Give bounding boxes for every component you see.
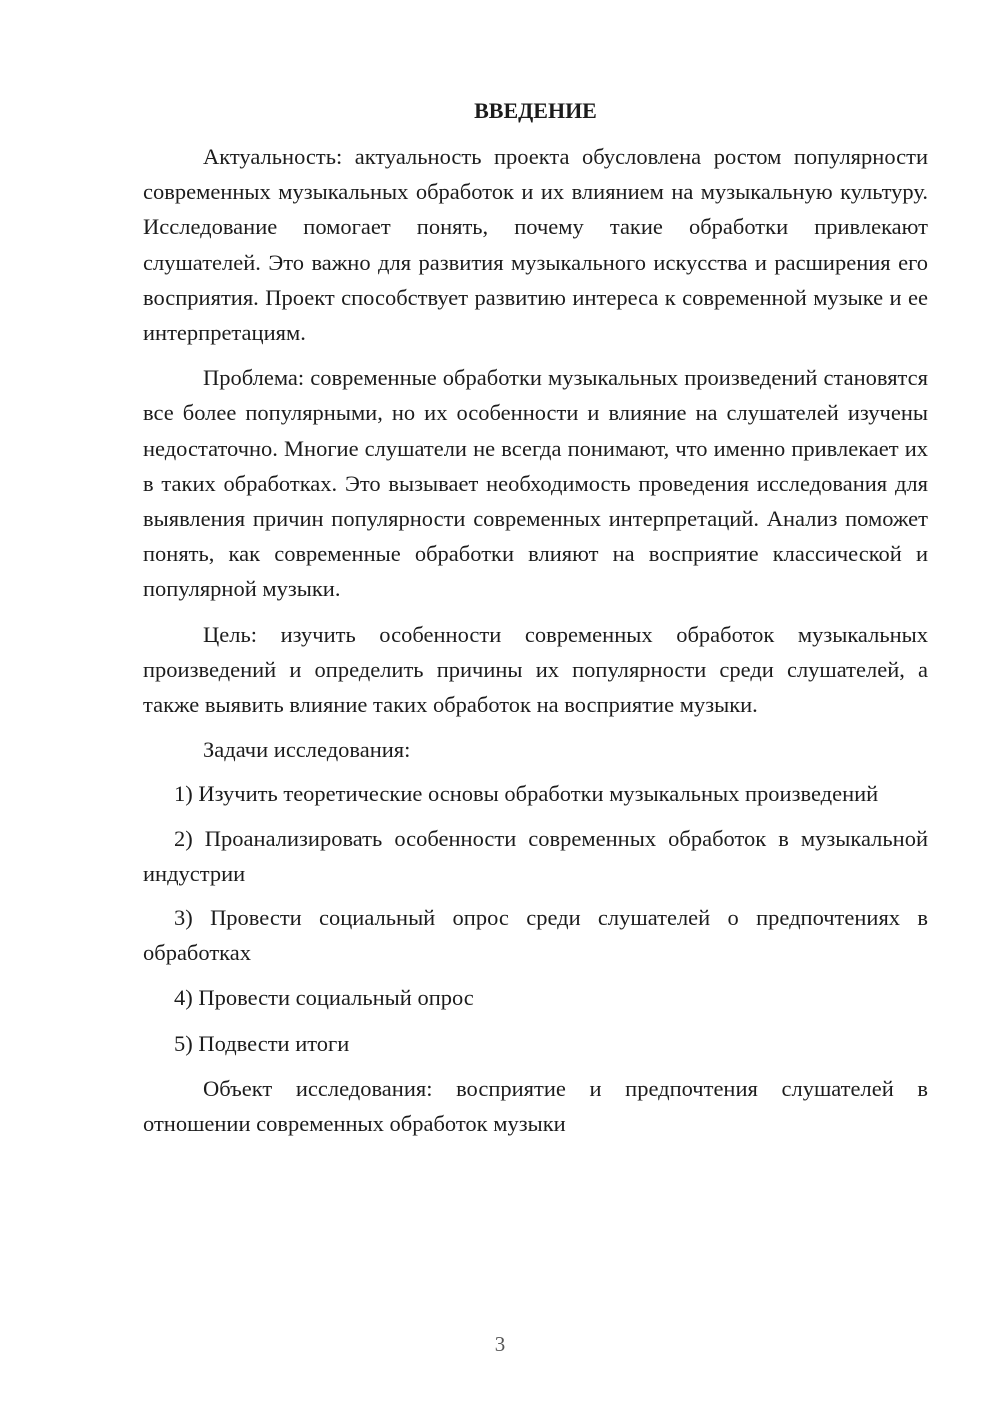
relevance-paragraph: Актуальность: актуальность проекта обусловлена ростом популярности современных музыкальных обработок и их влиянием на музыкальную культуру. Исследование помогает понять, почему такие обработки привлекают слушателей. Это важно для развития музыкального искусства и расширения его восприятия. Проект способствует развитию интереса к современной музыке и ее интерпретациям. xyxy=(143,144,928,346)
page-title: ВВЕДЕНИЕ xyxy=(474,98,597,123)
problem-paragraph: Проблема: современные обработки музыкальных произведений становятся все более популярными, но их особенности и влияние на слушателей изучены недостаточно. Многие слушатели не всегда понимают, что именно привлекает их в таких обработках. Это вызывает необходимость проведения исследования для выявления причин популярности современных интерпретаций. Анализ поможет понять, как современные обработки влияют на восприятие классической и популярной музыки. xyxy=(143,365,928,602)
object-paragraph: Объект исследования: восприятие и предпочтения слушателей в отношении современных обработок музыки xyxy=(143,1075,928,1137)
list-item: 3) Провести социальный опрос среди слушателей о предпочтениях в обработках xyxy=(143,905,928,966)
page-number: 3 xyxy=(494,1332,506,1356)
tasks-list xyxy=(143,776,928,1060)
list-item: 2) Проанализировать особенности современных обработок в музыкальной индустрии xyxy=(143,825,928,886)
list-item: 1) Изучить теоретические основы обработки музыкальных произведений xyxy=(174,781,879,807)
document-page xyxy=(143,96,928,1141)
list-item: 4) Провести социальный опрос xyxy=(174,985,474,1011)
tasks-heading: Задачи исследования: xyxy=(203,737,411,763)
list-item: 5) Подвести итоги xyxy=(174,1030,350,1056)
goal-paragraph: Цель: изучить особенности современных обработок музыкальных произведений и определить причины их популярности среди слушателей, а также выявить влияние таких обработок на восприятие музыки. xyxy=(143,621,928,718)
